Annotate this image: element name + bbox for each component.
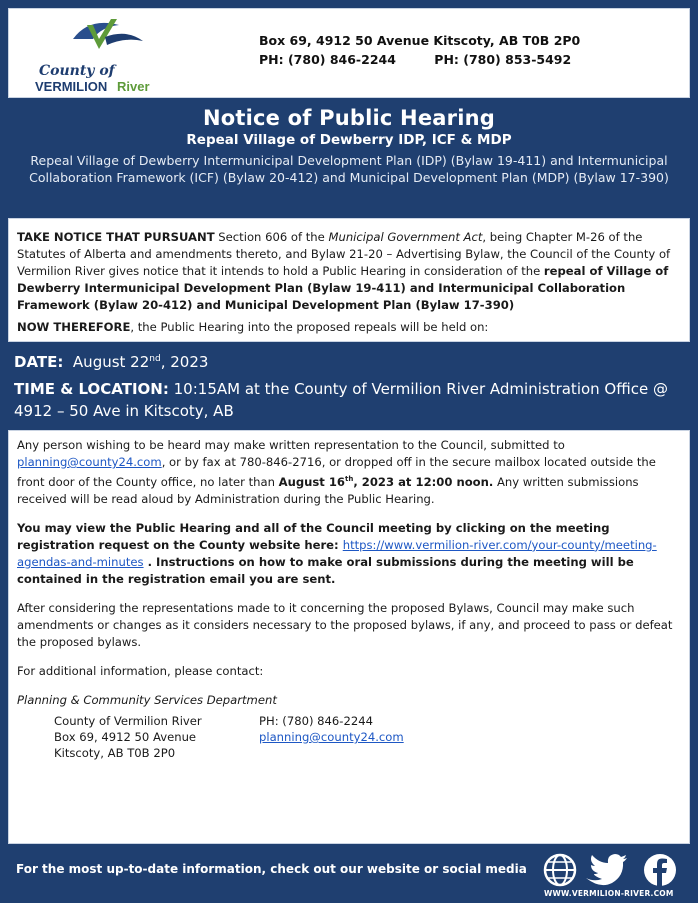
svg-text:County of: County of: [39, 63, 115, 79]
contact-address: County of Vermilion River Box 69, 4912 50 Avenue Kitscoty, AB T0B 2P0: [54, 714, 202, 760]
planning-email-link[interactable]: planning@county24.com: [17, 455, 162, 469]
contact-email-link[interactable]: planning@county24.com: [259, 730, 404, 744]
submission-paragraph: Any person wishing to be heard may make written representation to the Council, submitted to planning@county24.com, or by fax at 780-846-2716, or dropped off in the secure mailbox located outside the front door of the County office, no later than August 16th, 2023 at 12:00 noon. Any written submissions received will be read aloud by Administration during the Public Hearing.: [17, 438, 656, 506]
notice-description: Repeal Village of Dewberry Intermunicipal Development Plan (IDP) (Bylaw 19-411) and Intermunicipal Collaboration Framework (ICF) (Bylaw 20-412) and Municipal Development Plan (MDP) (Bylaw 17-390): [29, 153, 669, 185]
contact-phone: PH: (780) 846-2244: [259, 714, 373, 728]
header-phone-2: PH: (780) 853-5492: [434, 52, 572, 67]
notice-box: [8, 218, 690, 342]
header-address: Box 69, 4912 50 Avenue Kitscoty, AB T0B 2P0: [259, 33, 581, 48]
footer-text: For the most up-to-date information, check out our website or social media: [16, 862, 527, 876]
notice-subtitle: Repeal Village of Dewberry IDP, ICF & MDP: [186, 132, 512, 148]
county-logo: [31, 15, 171, 95]
website-url[interactable]: WWW.VERMILION-RIVER.COM: [544, 889, 674, 898]
additional-info-paragraph: For additional information, please contact:: [17, 663, 264, 678]
globe-icon[interactable]: [545, 855, 575, 885]
header-contact: [259, 31, 580, 69]
hearing-time-location: TIME & LOCATION: 10:15AM at the County of Vermilion River Administration Office @ 4912 – 50 Ave in Kitscoty, AB: [14, 380, 668, 420]
facebook-icon[interactable]: [644, 854, 676, 886]
svg-text:VERMILION: VERMILION: [35, 79, 108, 94]
now-therefore-paragraph: NOW THEREFORE, the Public Hearing into the proposed repeals will be held on:: [17, 320, 489, 334]
notice-paragraph: TAKE NOTICE THAT PURSUANT Section 606 of the Municipal Government Act, being Chapter M-26 of the Statutes of Alberta and amendments thereto, and Bylaw 21-20 – Advertising Bylaw, the Council of the County of Vermilion River gives notice that it intends to hold a Public Hearing in consideration of the repeal of Village of Dewberry Intermunicipal Development Plan (Bylaw 19-411) and Intermunicipal Collaboration Framework (Bylaw 20-412) and Municipal Development Plan (Bylaw 17-390): [17, 230, 671, 312]
twitter-icon[interactable]: [586, 854, 627, 885]
header: [8, 8, 690, 98]
contact-details: [259, 713, 404, 745]
council-paragraph: After considering the representations made to it concerning the proposed Bylaws, Council may make such amendments or changes as it considers necessary to the proposed bylaws, if any, and proceed to pass or defeat the proposed bylaws.: [17, 600, 673, 649]
svg-text:River: River: [117, 79, 150, 94]
hearing-date: DATE: August 22nd, 2023: [14, 353, 209, 371]
department-name: Planning & Community Services Department: [17, 692, 277, 707]
view-meeting-paragraph: You may view the Public Hearing and all of the Council meeting by clicking on the meeting registration request on the County website here: https://www.vermilion-river.com/your-county/meeting-agendas-and-minutes . Instructions on how to make oral submissions during the meeting will be contained in the registration email you are sent.: [17, 520, 657, 586]
body-box: [8, 430, 690, 844]
title-band: [0, 100, 698, 212]
header-phone-1: PH: (780) 846-2244: [259, 52, 396, 67]
meeting-agendas-link[interactable]: https://www.vermilion-river.com/your-county/meeting-agendas-and-minutes: [17, 537, 657, 569]
notice-title: Notice of Public Hearing: [203, 106, 495, 130]
